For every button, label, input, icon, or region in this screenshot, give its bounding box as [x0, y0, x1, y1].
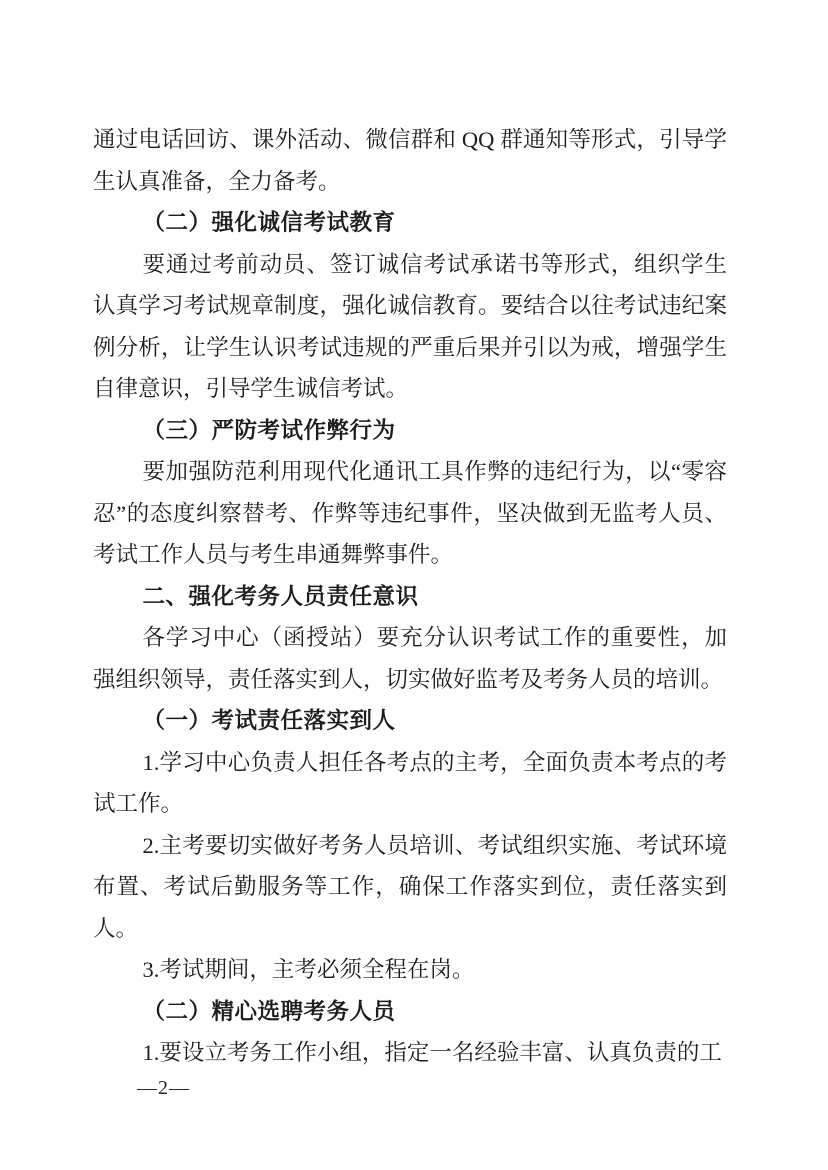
- document-body: [93, 119, 727, 1074]
- page-number: —2—: [137, 1077, 190, 1099]
- heading-2: （二）精心选聘考务人员: [142, 998, 396, 1024]
- paragraph: 2.主考要切实做好考务人员培训、考试组织实施、考试环境布置、考试后勤服务等工作，确保工作落实到位，责任落实到人。: [93, 832, 727, 941]
- paragraph: 1.要设立考务工作小组，指定一名经验丰富、认真负责的工: [142, 1040, 722, 1065]
- paragraph: 通过电话回访、课外活动、微信群和 QQ 群通知等形式，引导学生认真准备，全力备考。: [93, 127, 727, 194]
- heading-1: 二、强化考务人员责任意识: [142, 583, 419, 609]
- paragraph: 要通过考前动员、签订诚信考试承诺书等形式，组织学生认真学习考试规章制度，强化诚信教育。要结合以往考试违纪案例分析，让学生认识考试违规的严重后果并引以为戒，增强学生自律意识，引导学生诚信考试。: [93, 251, 727, 401]
- heading-2: （一）考试责任落实到人: [142, 708, 396, 733]
- paragraph: 1.学习中心负责人担任各考点的主考，全面负责本考点的考试工作。: [93, 749, 727, 816]
- heading-2: （三）严防考试作弊行为: [142, 417, 396, 443]
- paragraph: 要加强防范利用现代化通讯工具作弊的违纪行为，以“零容忍”的态度纠察替考、作弊等违纪事件，坚决做到无监考人员、考试工作人员与考生串通舞弊事件。: [93, 459, 727, 567]
- paragraph: 各学习中心（函授站）要充分认识考试工作的重要性，加强组织领导，责任落实到人，切实做好监考及考务人员的培训。: [93, 625, 727, 692]
- paragraph: 3.考试期间，主考必须全程在岗。: [142, 957, 475, 982]
- heading-2: （二）强化诚信考试教育: [142, 210, 396, 235]
